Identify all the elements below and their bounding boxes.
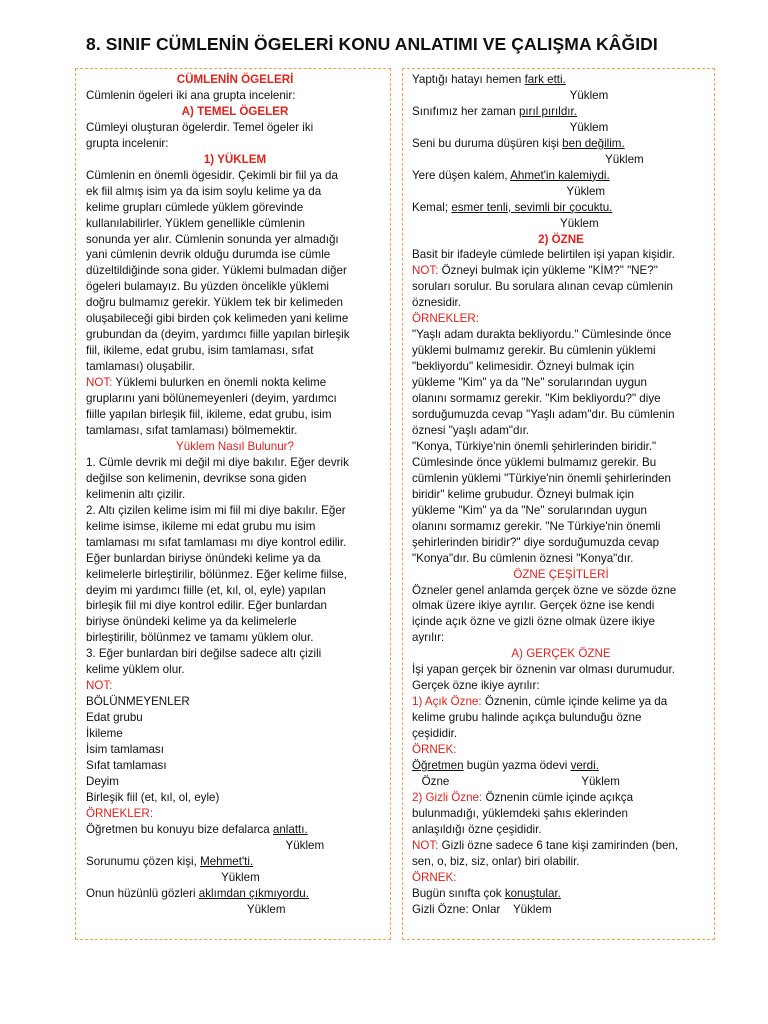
text-line — [412, 902, 710, 918]
text-span: soruları sorulur. Bu sorulara alınan cevap cümlenin — [412, 280, 673, 294]
text-span: 1. Cümle devrik mi değil mi diye bakılır. Eğer devrik — [86, 455, 349, 469]
text-span: yani cümlenin devrik olduğu durumda ise cümle — [86, 248, 331, 262]
text-span: grupta incelenir: — [86, 136, 169, 150]
text-line — [86, 886, 384, 902]
red-label: 1) Açık Özne: — [412, 695, 482, 709]
text-span: sorduğumuzda cevap "Yaşlı adam"dır. Bu cümlenin — [412, 408, 675, 422]
text-span: deyim mi yardımcı fiille (et, kıl, ol, eyle) yapılan — [86, 583, 326, 597]
red-label: 2) ÖZNE — [538, 232, 584, 246]
text-line — [412, 247, 710, 263]
text-span: Yüklemi bulurken en önemli nokta kelime — [112, 376, 327, 390]
text-span: olmak üzere ikiye ayrılır. Gerçek özne ise kendi — [412, 599, 655, 613]
text-line — [412, 327, 710, 343]
text-span: Özneler genel anlamda gerçek özne ve sözde özne — [412, 583, 677, 597]
text-line — [86, 614, 384, 630]
red-label: ÖZNE ÇEŞİTLERİ — [513, 567, 609, 581]
text-line — [86, 471, 384, 487]
text-span: olanını sormamız gerekir. "Kim bekliyordu?" diye — [412, 392, 661, 406]
text-line — [412, 503, 710, 519]
text-line — [412, 726, 710, 742]
text-span: öznesidir. — [412, 296, 461, 310]
underlined-phrase: konuştular. — [504, 886, 561, 900]
text-span: "Konya"dır. Bu cümlenin öznesi "Konya"dır. — [412, 551, 634, 565]
text-span: Gerçek özne ikiye ayrılır: — [412, 679, 540, 693]
text-span: Öznenin, cümle içinde kelime ya da — [481, 695, 668, 709]
text-line — [412, 263, 710, 279]
text-line — [412, 279, 710, 295]
text-line — [86, 136, 384, 152]
underlined-phrase: Mehmet'ti. — [200, 854, 254, 868]
text-span: grubundan da (deyim, yardımcı fiille yapılan birleşik — [86, 328, 350, 342]
underlined-phrase: anlattı. — [272, 822, 308, 836]
text-span: kelimelerle birleştirilir, bölünmez. Eğer kelime fiilse, — [86, 567, 347, 581]
text-span: Yere düşen kalem, — [412, 168, 511, 182]
text-span: Sınıfımız her zaman — [412, 104, 519, 118]
text-line — [412, 646, 710, 662]
text-span: Gizli Özne: Onlar Yüklem — [412, 902, 552, 916]
text-line — [412, 88, 710, 104]
text-line — [412, 870, 710, 886]
text-span: kullanılabilirler. Yüklem genellikle cümlenin — [86, 216, 305, 230]
text-line — [412, 200, 710, 216]
text-line — [86, 487, 384, 503]
text-line — [86, 742, 384, 758]
text-line — [86, 200, 384, 216]
text-line — [412, 662, 710, 678]
text-span: ögeleri bulamayız. Bu yüzden öncelikle yüklemi — [86, 280, 329, 294]
text-span: Öğretmen bu konuyu bize defalarca — [86, 822, 273, 836]
text-line — [86, 407, 384, 423]
text-line — [412, 455, 710, 471]
text-line — [86, 120, 384, 136]
text-line — [412, 184, 710, 200]
text-line — [86, 216, 384, 232]
text-span: Özne Yüklem — [412, 774, 620, 788]
text-line — [86, 104, 384, 120]
text-line — [412, 72, 710, 88]
text-span: Cümleyi oluşturan ögelerdir. Temel ögeler iki — [86, 120, 314, 134]
text-line — [86, 838, 384, 854]
text-span: kelime yüklem olur. — [86, 663, 185, 677]
text-span: tamlaması) oluşabilir. — [86, 360, 195, 374]
text-span: "bekliyordu" kelimesidir. Özneyi bulmak için — [412, 360, 635, 374]
red-label: ÖRNEKLER: — [412, 312, 480, 326]
text-line — [412, 168, 710, 184]
text-line — [86, 168, 384, 184]
text-span: Yüklem — [86, 870, 260, 884]
text-span: cümlenin yüklemi "Türkiye'nin önemli şehirlerinden — [412, 471, 671, 485]
red-label: 2) Gizli Özne: — [412, 790, 483, 804]
text-line — [86, 758, 384, 774]
text-span: bugün yazma ödevi — [463, 758, 571, 772]
text-line — [86, 774, 384, 790]
red-label: Yüklem Nasıl Bulunur? — [176, 439, 294, 453]
text-span: Birleşik fiil (et, kıl, ol, eyle) — [86, 790, 220, 804]
text-line — [86, 184, 384, 200]
left-column-text — [86, 72, 384, 918]
text-line — [86, 232, 384, 248]
text-line — [86, 790, 384, 806]
underlined-phrase: fark etti. — [524, 73, 566, 86]
text-line — [412, 567, 710, 583]
right-column-text — [412, 72, 710, 918]
text-span: tamlaması mı sıfat tamlaması mı diye kontrol edilir. — [86, 535, 347, 549]
text-line — [412, 295, 710, 311]
text-line — [412, 742, 710, 758]
text-line — [412, 886, 710, 902]
text-line — [86, 598, 384, 614]
text-span: kelime isimse, ikileme mi edat grubu mu isim — [86, 519, 316, 533]
text-span: fiil, ikileme, edat grubu, isim tamlaması, sıfat — [86, 344, 314, 358]
text-span: Yüklem — [86, 902, 286, 916]
underlined-phrase: Ahmet'in kalemiydi. — [510, 168, 610, 182]
red-label: 1) YÜKLEM — [203, 152, 267, 166]
text-span: "Konya, Türkiye'nin önemli şehirlerinden biridir." — [412, 439, 657, 453]
text-line — [86, 630, 384, 646]
text-line — [86, 455, 384, 471]
red-label: NOT: — [86, 679, 113, 693]
text-span: kelimenin altı çizilir. — [86, 487, 186, 501]
red-label: A) GERÇEK ÖZNE — [511, 647, 611, 661]
red-label: NOT: — [86, 376, 113, 390]
text-span: İsim tamlaması — [86, 743, 164, 757]
text-span: Yüklem — [412, 152, 644, 166]
red-label: ÖRNEK: — [412, 743, 457, 757]
text-span: Gizli özne sadece 6 tane kişi zamirinden (ben, — [438, 838, 679, 852]
text-line — [412, 423, 710, 439]
text-line — [86, 72, 384, 88]
text-span: 3. Eğer bunlardan biri değilse sadece altı çizili — [86, 647, 322, 661]
text-line — [412, 710, 710, 726]
text-span: anlaşıldığı özne çeşididir. — [412, 822, 542, 836]
text-line — [412, 598, 710, 614]
text-span: içinde açık özne ve gizli özne olmak üzere ikiye — [412, 615, 655, 629]
text-span: Seni bu duruma düşüren kişi — [412, 136, 563, 150]
text-span: kelime grubu halinde açıkça bulunduğu özne — [412, 711, 642, 725]
text-span: Yaptığı hatayı hemen — [412, 73, 525, 86]
text-line — [412, 838, 710, 854]
text-line — [86, 391, 384, 407]
text-span: Yüklem — [412, 88, 609, 102]
text-span: öznesi "yaşlı adam"dır. — [412, 423, 530, 437]
text-line — [86, 662, 384, 678]
text-line — [86, 423, 384, 439]
text-span: sen, o, biz, siz, onlar) biri olabilir. — [412, 854, 580, 868]
text-span: Yüklem — [412, 184, 606, 198]
text-line — [86, 247, 384, 263]
text-line — [412, 343, 710, 359]
text-span: şehirlerinden biridir?" diye sorduğumuzda cevap — [412, 535, 660, 549]
text-line — [412, 694, 710, 710]
red-label: ÖRNEKLER: — [86, 806, 154, 820]
text-line — [412, 359, 710, 375]
text-line — [86, 359, 384, 375]
text-span: bulunmadığı, yüklemdeki şahıs eklerinden — [412, 806, 628, 820]
text-line — [412, 822, 710, 838]
text-line — [86, 854, 384, 870]
text-line — [86, 295, 384, 311]
text-span: çeşididir. — [412, 727, 458, 741]
text-span: Eğer bunlardan biriyse önündeki kelime ya da — [86, 551, 321, 565]
text-line — [412, 854, 710, 870]
underlined-phrase: pırıl pırıldır. — [518, 104, 577, 118]
text-span: Yüklem — [86, 838, 325, 852]
text-line — [412, 630, 710, 646]
red-label: CÜMLENİN ÖGELERİ — [176, 73, 294, 86]
text-line — [412, 519, 710, 535]
text-span: kelime grupları cümlede yüklem görevinde — [86, 200, 304, 214]
text-line — [412, 806, 710, 822]
text-span: sonunda yer alır. Cümlenin sonunda yer almadığı — [86, 232, 339, 246]
text-span: yüklemi bulmamız gerekir. Bu cümlenin yüklemi — [412, 344, 656, 358]
text-span: Cümlenin en önemli ögesidir. Çekimli bir fiil ya da — [86, 168, 338, 182]
text-line — [86, 311, 384, 327]
text-line — [412, 678, 710, 694]
red-label: NOT: — [412, 838, 439, 852]
text-line — [412, 136, 710, 152]
text-span: Basit bir ifadeyle cümlede belirtilen işi yapan kişidir. — [412, 248, 675, 262]
text-span: "Yaşlı adam durakta bekliyordu." Cümlesinde önce — [412, 328, 672, 342]
text-line — [412, 583, 710, 599]
text-span: olanını sormamız gerekir. "Ne Türkiye'nin önemli — [412, 519, 661, 533]
text-span: yükleme "Kim" ya da "Ne" sorularından uygun — [412, 376, 647, 390]
text-span: BÖLÜNMEYENLER — [86, 695, 190, 709]
text-line — [86, 503, 384, 519]
text-line — [412, 487, 710, 503]
text-span: biriyse önündeki kelime ya da kelimelerle — [86, 615, 297, 629]
text-span: gruplarını yani bölünemeyenleri (deyim, yardımcı — [86, 392, 337, 406]
text-line — [412, 614, 710, 630]
text-span: birleştirilir, bölünmez ve tamamı yüklem olur. — [86, 631, 314, 645]
red-label: NOT: — [412, 264, 439, 278]
page-title: 8. SINIF CÜMLENİN ÖGELERİ KONU ANLATIMI VE ÇALIŞMA KÂĞIDI — [86, 34, 658, 54]
text-line — [412, 535, 710, 551]
text-line — [412, 375, 710, 391]
text-span: 2. Altı çizilen kelime isim mi fiil mi diye bakılır. Eğer — [86, 503, 346, 517]
text-line — [86, 439, 384, 455]
text-span: Sıfat tamlaması — [86, 758, 167, 772]
text-line — [86, 678, 384, 694]
text-line — [412, 104, 710, 120]
text-span: Cümlesinde önce yüklemi bulmamız gerekir. Bu — [412, 455, 657, 469]
underlined-phrase: ben değilim. — [562, 136, 625, 150]
text-line — [86, 806, 384, 822]
text-line — [86, 694, 384, 710]
text-span: doğru bulmamız gerekir. Yüklem tek bir kelimeden — [86, 296, 343, 310]
text-span: oluşabileceği gibi birden çok kelimeden yani kelime — [86, 312, 349, 326]
text-span: ek fiil almış isim ya da isim soylu kelime ya da — [86, 184, 322, 198]
text-span: yükleme "Kim" ya da "Ne" sorularından uygun — [412, 503, 647, 517]
text-line — [86, 279, 384, 295]
text-line — [412, 551, 710, 567]
text-line — [412, 311, 710, 327]
text-line — [86, 822, 384, 838]
text-line — [412, 232, 710, 248]
text-line — [86, 152, 384, 168]
text-line — [412, 152, 710, 168]
text-line — [412, 120, 710, 136]
text-span: ayrılır: — [412, 631, 445, 645]
text-line — [412, 391, 710, 407]
text-span: Onun hüzünlü gözleri — [86, 886, 199, 900]
underlined-phrase: verdi. — [570, 758, 599, 772]
text-line — [86, 870, 384, 886]
red-label: A) TEMEL ÖGELER — [181, 104, 289, 118]
text-line — [86, 583, 384, 599]
text-span: Bugün sınıfta çok — [412, 886, 505, 900]
text-span: biridir" kelime grubudur. Özneyi bulmak için — [412, 487, 634, 501]
text-line — [86, 726, 384, 742]
text-line — [86, 88, 384, 104]
text-span: Edat grubu — [86, 711, 143, 725]
text-line — [86, 519, 384, 535]
text-span: fiille yapılan birleşik fiil, ikileme, edat grubu, isim — [86, 408, 332, 422]
text-span: birleşik fiil mi diye kontrol edilir. Eğer bunlardan — [86, 599, 328, 613]
text-span: Deyim — [86, 774, 119, 788]
red-label: ÖRNEK: — [412, 870, 457, 884]
text-span: değilse son kelimenin, devrikse sona giden — [86, 471, 307, 485]
text-span: Yüklem — [412, 120, 609, 134]
text-line — [412, 471, 710, 487]
text-span: Yüklem — [412, 216, 599, 230]
text-span: Sorunumu çözen kişi, — [86, 854, 201, 868]
text-line — [86, 375, 384, 391]
underlined-phrase: aklımdan çıkmıyordu. — [198, 886, 309, 900]
text-span: İkileme — [86, 727, 123, 741]
text-line — [412, 439, 710, 455]
text-line — [86, 343, 384, 359]
text-span: Kemal; — [412, 200, 452, 214]
text-line — [412, 774, 710, 790]
text-line — [86, 710, 384, 726]
text-span: düzeltildiğinde sona gider. Yüklemi bulmadan diğer — [86, 264, 347, 278]
text-line — [86, 263, 384, 279]
text-line — [86, 327, 384, 343]
text-line — [412, 407, 710, 423]
underlined-phrase: esmer tenli, sevimli bir çocuktu. — [451, 200, 613, 214]
text-line — [86, 902, 384, 918]
text-span: tamlaması, sıfat tamlaması) bölmemektir. — [86, 423, 298, 437]
text-span: İşi yapan gerçek bir öznenin var olması durumudur. — [412, 663, 675, 677]
text-line — [412, 758, 710, 774]
text-span: Öznenin cümle içinde açıkça — [482, 790, 634, 804]
text-line — [412, 790, 710, 806]
underlined-phrase: Öğretmen — [412, 758, 464, 772]
text-line — [86, 535, 384, 551]
text-span: Özneyi bulmak için yükleme "KİM?" "NE?" — [438, 264, 658, 278]
text-line — [86, 551, 384, 567]
text-span: Cümlenin ögeleri iki ana grupta incelenir: — [86, 88, 296, 102]
text-line — [86, 567, 384, 583]
text-line — [412, 216, 710, 232]
text-line — [86, 646, 384, 662]
